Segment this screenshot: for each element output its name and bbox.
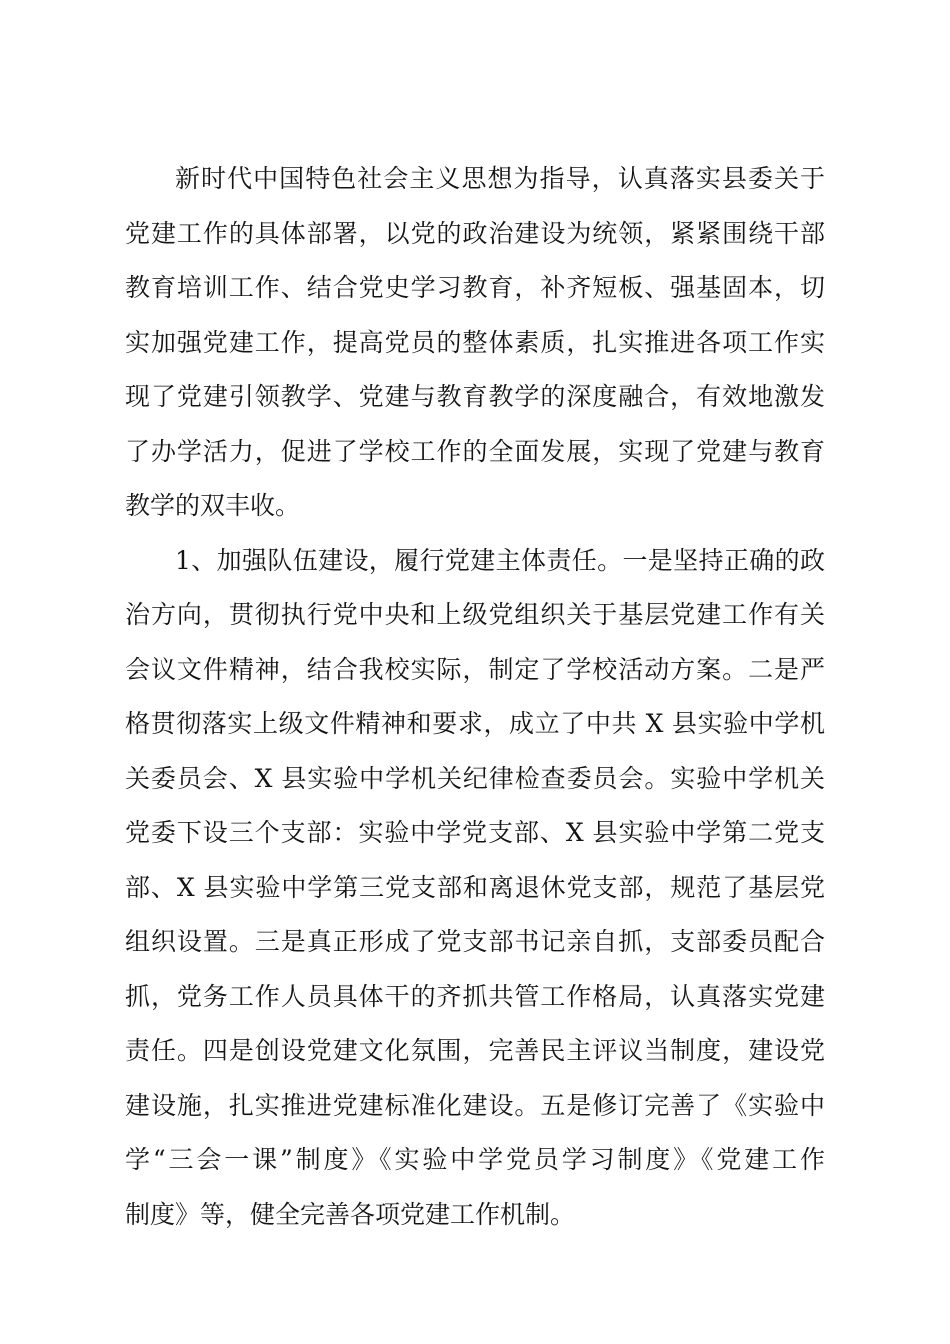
- paragraph-2-line-13: 制度》等，健全完善各项党建工作机制。: [125, 1199, 576, 1229]
- paragraph-2-line-6: 党委下设三个支部：实验中学党支部、X 县实验中学第二党支: [125, 818, 825, 847]
- paragraph-2-line-4: 格贯彻落实上级文件精神和要求，成立了中共 X 县实验中学机: [125, 709, 825, 738]
- paragraph-2-line-9: 抓，党务工作人员具体干的齐抓共管工作格局，认真落实党建: [125, 981, 825, 1011]
- paragraph-1-line-4: 实加强党建工作，提高党员的整体素质，扎实推进各项工作实: [125, 327, 825, 357]
- paragraph-2-line-2: 治方向，贯彻执行党中央和上级党组织关于基层党建工作有关: [125, 600, 825, 629]
- paragraph-1-line-3: 教育培训工作、结合党史学习教育，补齐短板、强基固本，切: [125, 273, 825, 302]
- paragraph-2-line-12: 学“三会一课”制度》《实验中学党员学习制度》《党建工作: [125, 1145, 825, 1174]
- paragraph-2-line-8: 组织设置。三是真正形成了党支部书记亲自抓，支部委员配合: [125, 927, 825, 956]
- paragraph-2-line-7: 部、X 县实验中学第三党支部和离退休党支部，规范了基层党: [125, 872, 825, 902]
- paragraph-2-line-10: 责任。四是创设党建文化氛围，完善民主评议当制度，建设党: [125, 1036, 825, 1065]
- paragraph-2-line-11: 建设施，扎实推进党建标准化建设。五是修订完善了《实验中: [125, 1090, 825, 1120]
- paragraph-1-line-2: 党建工作的具体部署，以党的政治建设为统领，紧紧围绕干部: [125, 218, 825, 248]
- paragraph-1-line-6: 了办学活力，促进了学校工作的全面发展，实现了党建与教育: [125, 436, 825, 466]
- paragraph-1-line-5: 现了党建引领教学、党建与教育教学的深度融合，有效地激发: [125, 382, 825, 411]
- paragraph-1-line-7: 教学的双丰收。: [125, 491, 301, 520]
- paragraph-2-line-3: 会议文件精神，结合我校实际，制定了学校活动方案。二是严: [125, 654, 825, 684]
- paragraph-1-line-1: 新时代中国特色社会主义思想为指导，认真落实县委关于: [175, 164, 825, 193]
- paragraph-2-line-5: 关委员会、X 县实验中学机关纪律检查委员会。实验中学机关: [125, 763, 825, 793]
- body-text: [125, 152, 825, 1242]
- paragraph-2-line-1: 1、加强队伍建设，履行党建主体责任。一是坚持正确的政: [175, 545, 825, 575]
